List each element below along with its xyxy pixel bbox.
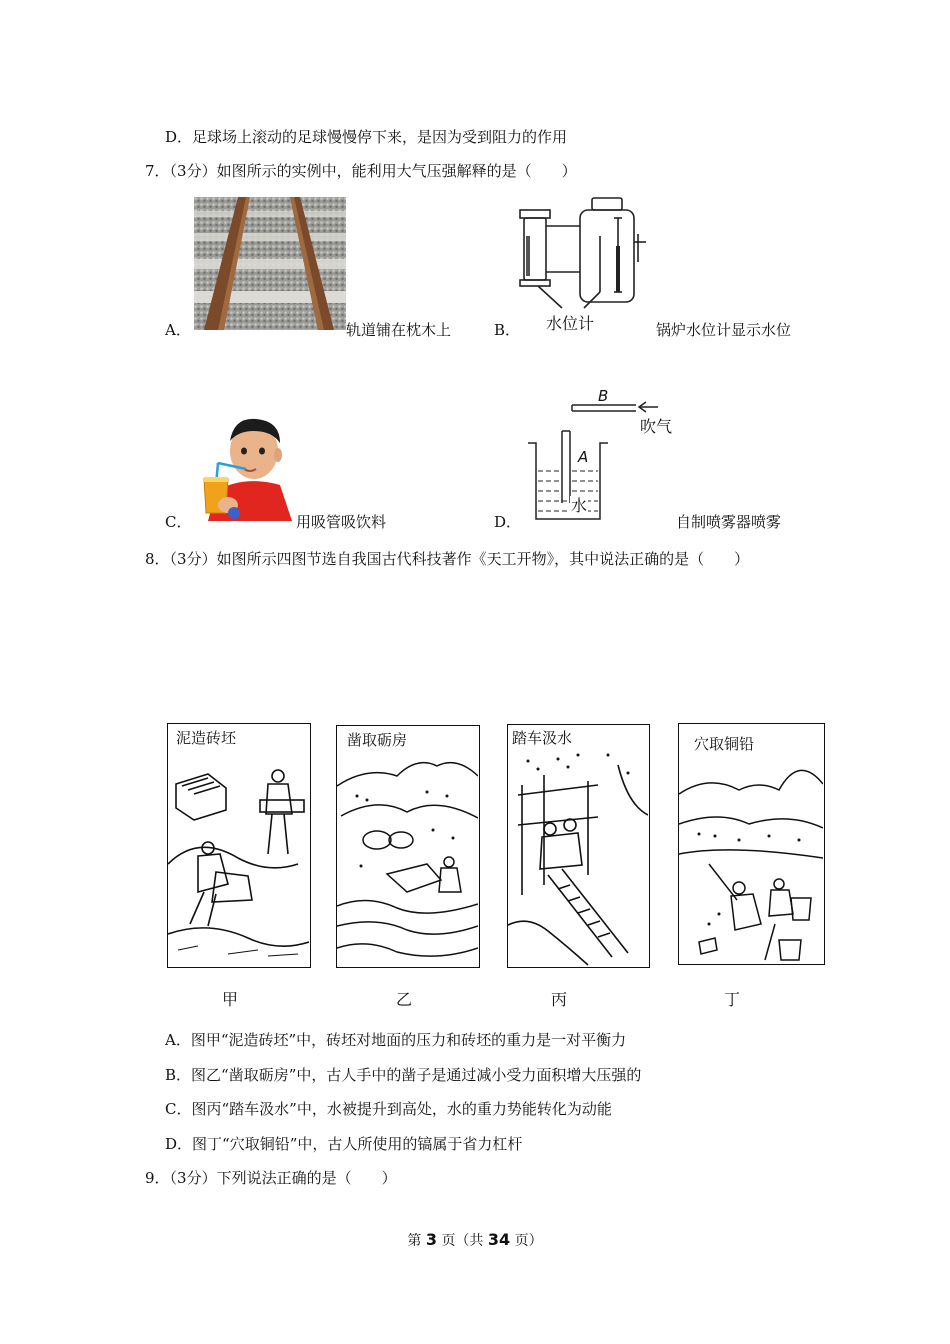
footer-suffix: 页） [514, 1233, 543, 1249]
footer-page-number: 3 [425, 1230, 437, 1249]
water-gauge-label: 水位计 [546, 314, 595, 333]
sprayer-label-blow: 吹气 [640, 417, 673, 436]
q8-option-b: B．图乙“凿取砺房”中，古人手中的凿子是通过减小受力面积增大压强的 [165, 1066, 642, 1084]
q8-option-a: A．图甲“泥造砖坯”中，砖坯对地面的压力和砖坯的重力是一对平衡力 [165, 1031, 627, 1049]
sprayer-label-b: B [598, 387, 609, 405]
panel-ding-mining [678, 723, 825, 965]
q8-option-d: D．图丁“穴取铜铅”中，古人所使用的镐属于省力杠杆 [165, 1135, 523, 1153]
panel-ding-caption: 丁 [724, 990, 741, 1009]
panel-bing-title: 踏车汲水 [512, 729, 573, 747]
q7-option-b-letter: B． [494, 321, 521, 339]
q8-option-c: C．图丙“踏车汲水”中，水被提升到高处，水的重力势能转化为动能 [165, 1100, 612, 1118]
panel-yi-chiseling [336, 725, 480, 968]
panel-ding-title: 穴取铜铅 [694, 735, 755, 753]
q6-option-d: D．足球场上滚动的足球慢慢停下来，是因为受到阻力的作用 [165, 128, 568, 146]
q9-stem: 9．（3分）下列说法正确的是（ ） [145, 1169, 397, 1187]
q7-option-d-text: 自制喷雾器喷雾 [676, 513, 782, 531]
panel-jia-brick-making [167, 723, 311, 968]
panel-bing-caption: 丙 [551, 990, 568, 1009]
boy-drinking-straw-image [194, 413, 296, 521]
panel-bing-water-wheel [507, 724, 650, 968]
q7-option-c-letter: C． [165, 513, 192, 531]
panel-jia-title: 泥造砖坯 [176, 729, 237, 747]
page-footer [0, 1230, 950, 1250]
panel-yi-caption: 乙 [396, 990, 413, 1009]
footer-prefix: 第 [407, 1233, 422, 1249]
q7-option-d-letter: D． [494, 513, 522, 531]
railway-track-image [194, 197, 346, 330]
q8-stem: 8．（3分）如图所示四图节选自我国古代科技著作《天工开物》，其中说法正确的是（ ） [145, 550, 750, 568]
sprayer-label-water: 水 [571, 496, 588, 515]
footer-middle: 页（共 [441, 1233, 484, 1249]
q7-option-c-text: 用吸管吸饮料 [296, 513, 387, 531]
footer-total-pages: 34 [487, 1230, 511, 1249]
panel-jia-caption: 甲 [222, 990, 239, 1009]
panel-yi-title: 凿取砺房 [347, 731, 408, 749]
q7-stem: 7．（3分）如图所示的实例中，能利用大气压强解释的是（ ） [145, 162, 577, 180]
sprayer-label-a: A [578, 448, 589, 466]
q7-option-b-text: 锅炉水位计显示水位 [656, 321, 792, 339]
q7-option-a-text: 轨道铺在枕木上 [346, 321, 452, 339]
q7-option-a-letter: A． [165, 321, 191, 339]
